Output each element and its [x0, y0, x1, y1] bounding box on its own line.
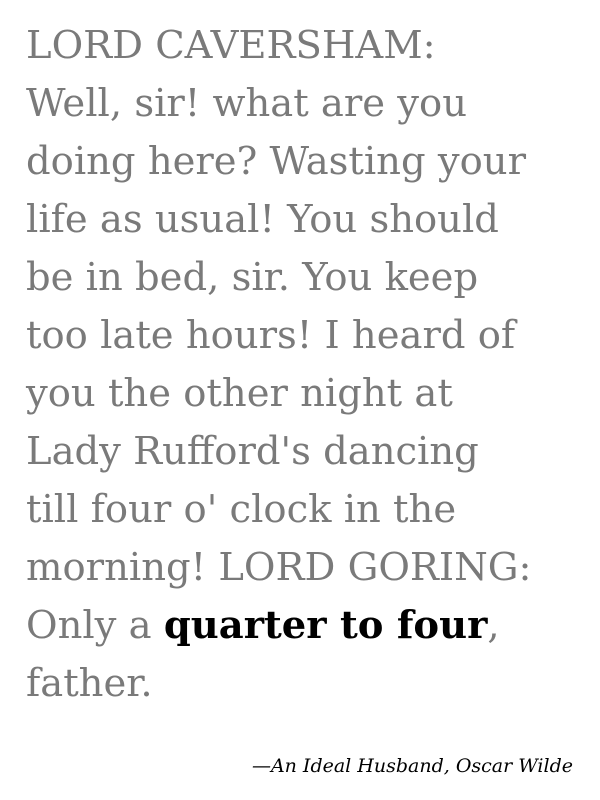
quote-line: father.: [26, 661, 153, 706]
quote-line: till four o' clock in the: [26, 487, 457, 532]
quote-line-highlighted: [26, 597, 586, 655]
quote-line: doing here? Wasting your: [26, 139, 526, 184]
quote-line: Well, sir! what are you: [26, 81, 468, 126]
quote-line: you the other night at: [26, 371, 453, 416]
quote-line: be in bed, sir. You keep: [26, 255, 479, 300]
quote-fragment: ,: [487, 603, 500, 648]
quote-line: too late hours! I heard of: [26, 313, 516, 358]
quote-text: [26, 17, 586, 713]
quote-line: life as usual! You should: [26, 197, 499, 242]
quote-line: Lady Rufford's dancing: [26, 429, 479, 474]
attribution: —An Ideal Husband, Oscar Wilde: [251, 755, 573, 777]
quote-fragment: Only a: [26, 603, 164, 648]
highlighted-phrase: quarter to four: [163, 603, 488, 648]
quote-line: morning! LORD GORING:: [26, 545, 532, 590]
quote-line: LORD CAVERSHAM:: [26, 23, 436, 68]
